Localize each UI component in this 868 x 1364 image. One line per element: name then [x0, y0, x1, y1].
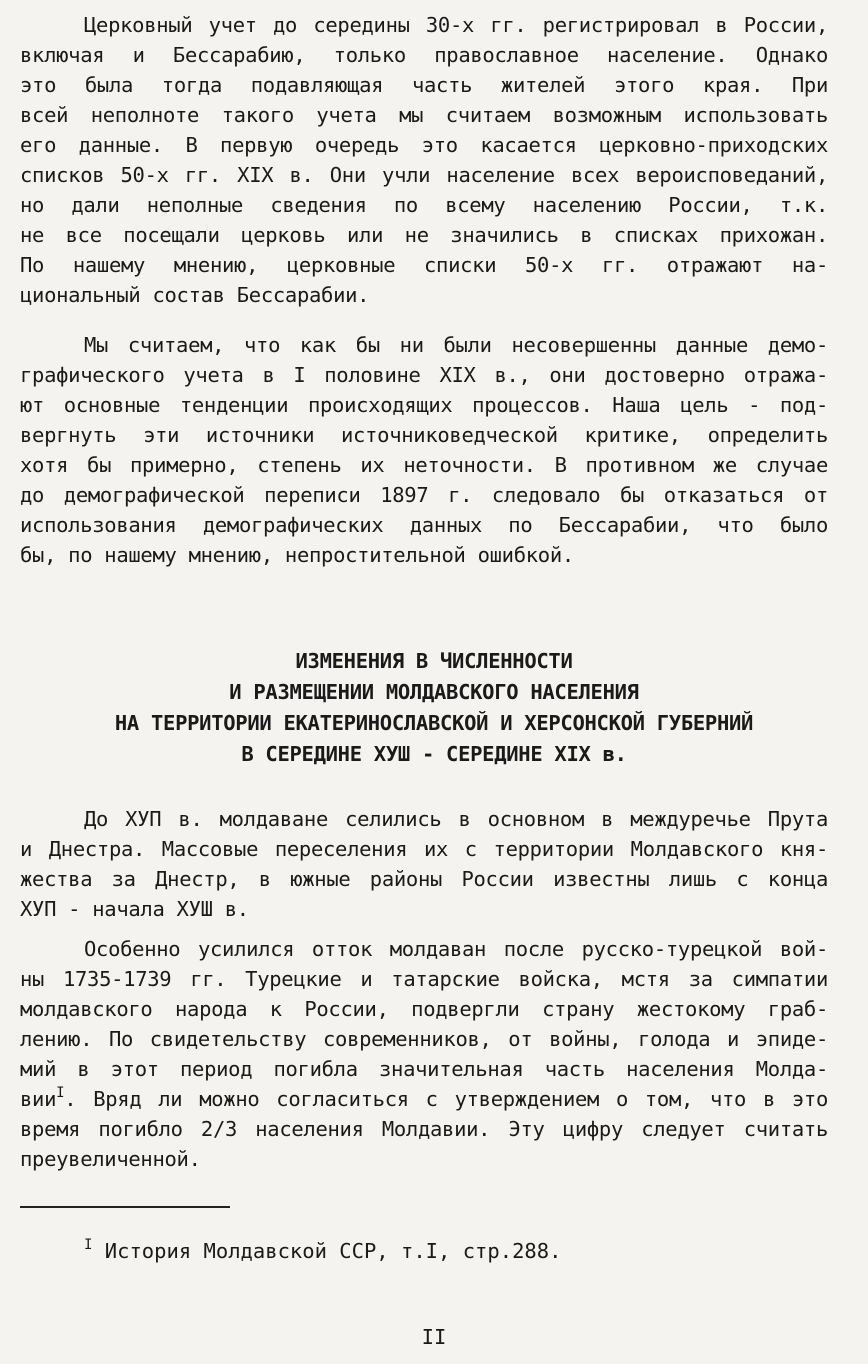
- footnote: [84, 1236, 561, 1266]
- text-line: До ХУП в. молдаване селились в основном в междуречье Прута: [84, 807, 828, 831]
- text-line: списков 50-х гг. XIX в. Они учли население всех вероисповеданий,: [20, 163, 828, 187]
- text-line: всей неполноте такого учета мы считаем возможным использовать: [20, 103, 828, 127]
- text-line: это была тогда подавляющая часть жителей этого края. При: [20, 73, 828, 97]
- text-line: Особенно усилился отток молдаван после русско-турецкой вой-: [84, 937, 828, 961]
- text-line: Церковный учет до середины 30-х гг. регистрировал в России,: [84, 13, 828, 37]
- page-number: II: [421, 1325, 447, 1349]
- text-line: время погибло 2/3 населения Молдавии. Эту цифру следует считать: [20, 1117, 828, 1141]
- text-line: По нашему мнению, церковные списки 50-х гг. отражают на-: [20, 253, 828, 277]
- text-line: графического учета в I половине XIX в., они достоверно отража-: [20, 363, 828, 387]
- text-line: включая и Бессарабию, только православное население. Однако: [20, 43, 828, 67]
- footnote-divider: [20, 1206, 230, 1208]
- text-line: ют основные тенденции происходящих процессов. Наша цель - под-: [20, 393, 828, 417]
- text-fragment: вии: [20, 1087, 57, 1111]
- text-line: его данные. В первую очередь это касается церковно-приходских: [20, 133, 828, 157]
- text-line: жества за Днестр, в южные районы России известны лишь с конца: [20, 867, 828, 891]
- text-line: лению. По свидетельству современников, от войны, голода и эпиде-: [20, 1027, 828, 1051]
- text-line: не все посещали церковь или не значились в списках прихожан.: [20, 223, 828, 247]
- text-line: вергнуть эти источники источниковедческой критике, определить: [20, 423, 828, 447]
- footnote-reference: I: [56, 1085, 65, 1101]
- text-line: до демографической переписи 1897 г. следовало бы отказаться от: [20, 483, 828, 507]
- text-line: преувеличенной.: [20, 1147, 201, 1171]
- text-line: но дали неполные сведения по всему населению России, т.к.: [20, 193, 828, 217]
- text-line: хотя бы примерно, степень их неточности. В противном же случае: [20, 453, 828, 477]
- text-line: ны 1735-1739 гг. Турецкие и татарские войска, мстя за симпатии: [20, 967, 828, 991]
- text-line: и Днестра. Массовые переселения их с территории Молдавского кня-: [20, 837, 828, 861]
- footnote-mark: I: [84, 1237, 93, 1253]
- heading-line: В СЕРЕДИНЕ ХУШ - СЕРЕДИНЕ XIX в.: [241, 742, 627, 766]
- heading-line: ИЗМЕНЕНИЯ В ЧИСЛЕННОСТИ: [295, 649, 573, 673]
- text-line: ХУП - начала ХУШ в.: [20, 897, 249, 921]
- text-line: использования демографических данных по Бессарабии, что было: [20, 513, 828, 537]
- text-line: мий в этот период погибла значительная часть населения Молда-: [20, 1057, 828, 1081]
- text-line-with-footnote-ref: [20, 1084, 828, 1114]
- footnote-text: История Молдавской ССР, т.I, стр.288.: [92, 1239, 562, 1263]
- text-line: Мы считаем, что как бы ни были несовершенны данные демо-: [84, 333, 828, 357]
- text-fragment: . Вряд ли можно согласиться с утверждением о том, что в это: [64, 1087, 828, 1111]
- text-line: циональный состав Бессарабии.: [20, 283, 370, 307]
- heading-line: И РАЗМЕЩЕНИИ МОЛДАВСКОГО НАСЕЛЕНИЯ: [229, 680, 639, 704]
- heading-line: НА ТЕРРИТОРИИ ЕКАТЕРИНОСЛАВСКОЙ И ХЕРСОНСКОЙ ГУБЕРНИЙ: [114, 711, 754, 735]
- text-line: молдавского народа к России, подвергли страну жестокому граб-: [20, 997, 828, 1021]
- text-line: бы, по нашему мнению, непростительной ошибкой.: [20, 543, 574, 567]
